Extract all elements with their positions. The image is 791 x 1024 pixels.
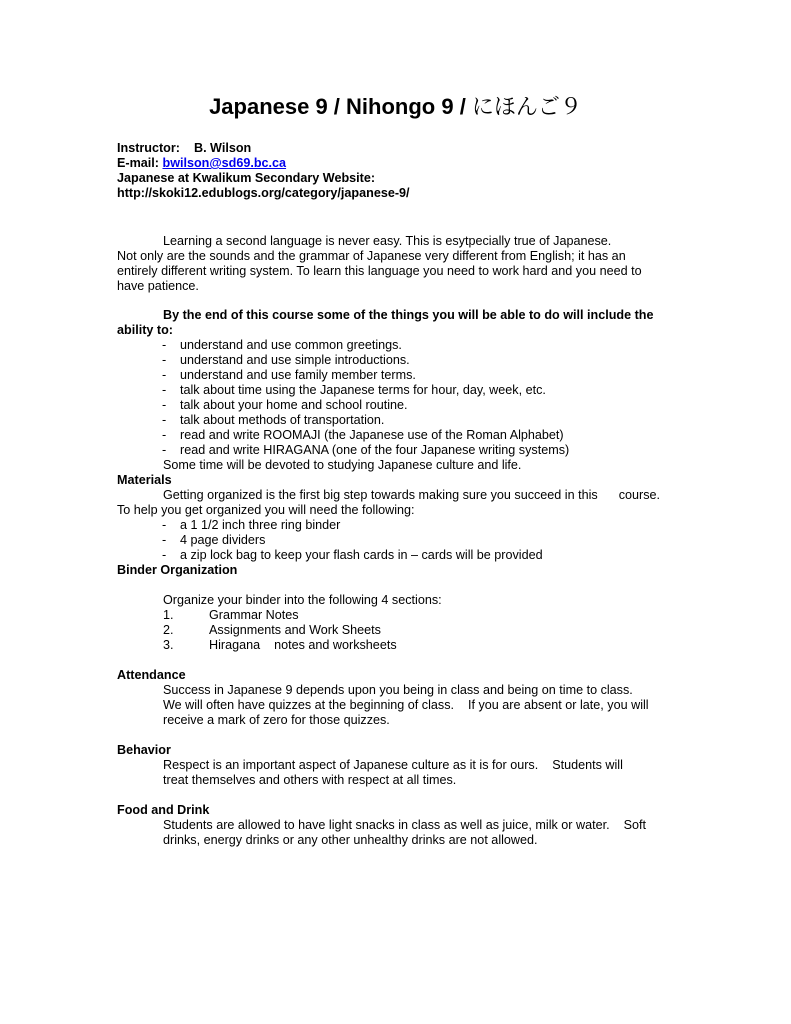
list-item [117, 443, 677, 458]
email-link[interactable]: bwilson@sd69.bc.ca [162, 156, 287, 170]
list-item-text: a zip lock bag to keep your flash cards in – cards will be provided [180, 548, 543, 562]
binder-heading: Binder Organization [117, 563, 238, 577]
bullet-dash: - [162, 548, 167, 562]
list-item [117, 638, 677, 653]
page-title [0, 93, 791, 121]
spacer [117, 788, 677, 803]
list-item-text: read and write HIRAGANA (one of the four Japanese writing systems) [180, 443, 570, 457]
attendance-line: receive a mark of zero for those quizzes. [163, 713, 390, 727]
list-number: 3. [163, 638, 174, 652]
list-item-text: Hiragana notes and worksheets [209, 638, 397, 652]
food-line: Students are allowed to have light snacks in class as well as juice, milk or water. Soft [163, 818, 646, 832]
list-item-text: talk about your home and school routine. [180, 398, 408, 412]
list-item [117, 428, 677, 443]
list-item [117, 518, 677, 533]
binder-intro: Organize your binder into the following 4 sections: [163, 593, 442, 607]
intro-line: Learning a second language is never easy. This is esytpecially true of Japanese. [163, 234, 612, 248]
list-item-text: talk about methods of transportation. [180, 413, 385, 427]
bullet-dash: - [162, 338, 167, 352]
title-japanese: にほんご９ [471, 94, 582, 119]
bullet-dash: - [162, 353, 167, 367]
bullet-dash: - [162, 518, 167, 532]
bullet-dash: - [162, 368, 167, 382]
list-item-text: read and write ROOMAJI (the Japanese use of the Roman Alphabet) [180, 428, 564, 442]
list-item-text: understand and use family member terms. [180, 368, 416, 382]
instructor-name: B. Wilson [193, 141, 252, 155]
goals-heading-cont: ability to: [117, 323, 173, 337]
behavior-line: Respect is an important aspect of Japanese culture as it is for ours. Students will [163, 758, 623, 772]
list-item [117, 548, 677, 563]
materials-heading: Materials [117, 473, 172, 487]
food-heading: Food and Drink [117, 803, 210, 817]
bullet-dash: - [162, 533, 167, 547]
list-item [117, 533, 677, 548]
intro-paragraph [117, 234, 677, 294]
culture-note: Some time will be devoted to studying Japanese culture and life. [163, 458, 522, 472]
list-item-text: understand and use simple introductions. [180, 353, 410, 367]
list-item [117, 413, 677, 428]
website-url: http://skoki12.edublogs.org/category/japanese-9/ [117, 186, 410, 200]
list-item-text: understand and use common greetings. [180, 338, 402, 352]
list-number: 1. [163, 608, 174, 622]
goals-heading: By the end of this course some of the things you will be able to do will include the [163, 308, 654, 322]
intro-line: entirely different writing system. To learn this language you need to work hard and you need to [117, 264, 642, 278]
materials-line: To help you get organized you will need the following: [117, 503, 415, 517]
list-item [117, 623, 677, 638]
title-main: Japanese 9 / Nihongo 9 / [209, 94, 472, 119]
list-item [117, 383, 677, 398]
list-item [117, 368, 677, 383]
spacer [117, 653, 677, 668]
list-item [117, 353, 677, 368]
attendance-heading: Attendance [117, 668, 186, 682]
website-label: Japanese at Kwalikum Secondary Website: [117, 171, 376, 185]
course-goals [117, 308, 677, 848]
course-header [117, 141, 677, 201]
list-item-text: 4 page dividers [180, 533, 266, 547]
list-item [117, 338, 677, 353]
food-line: drinks, energy drinks or any other unhealthy drinks are not allowed. [163, 833, 538, 847]
list-item [117, 608, 677, 623]
list-item [117, 398, 677, 413]
attendance-line: Success in Japanese 9 depends upon you being in class and being on time to class. [163, 683, 633, 697]
materials-line: Getting organized is the first big step towards making sure you succeed in this course. [163, 488, 660, 502]
spacer [117, 578, 677, 593]
list-item-text: talk about time using the Japanese terms for hour, day, week, etc. [180, 383, 546, 397]
email-line [117, 156, 677, 171]
list-item-text: Grammar Notes [209, 608, 299, 622]
bullet-dash: - [162, 428, 167, 442]
instructor-line [117, 141, 677, 156]
instructor-label: Instructor: [117, 141, 180, 155]
bullet-dash: - [162, 383, 167, 397]
bullet-dash: - [162, 398, 167, 412]
intro-line: have patience. [117, 279, 199, 293]
bullet-dash: - [162, 443, 167, 457]
behavior-line: treat themselves and others with respect at all times. [163, 773, 457, 787]
list-number: 2. [163, 623, 174, 637]
attendance-line: We will often have quizzes at the beginning of class. If you are absent or late, you will [163, 698, 649, 712]
list-item-text: a 1 1/2 inch three ring binder [180, 518, 341, 532]
email-label: E-mail: [117, 156, 159, 170]
behavior-heading: Behavior [117, 743, 171, 757]
spacer [117, 728, 677, 743]
intro-line: Not only are the sounds and the grammar of Japanese very different from English; it has an [117, 249, 626, 263]
bullet-dash: - [162, 413, 167, 427]
list-item-text: Assignments and Work Sheets [209, 623, 381, 637]
